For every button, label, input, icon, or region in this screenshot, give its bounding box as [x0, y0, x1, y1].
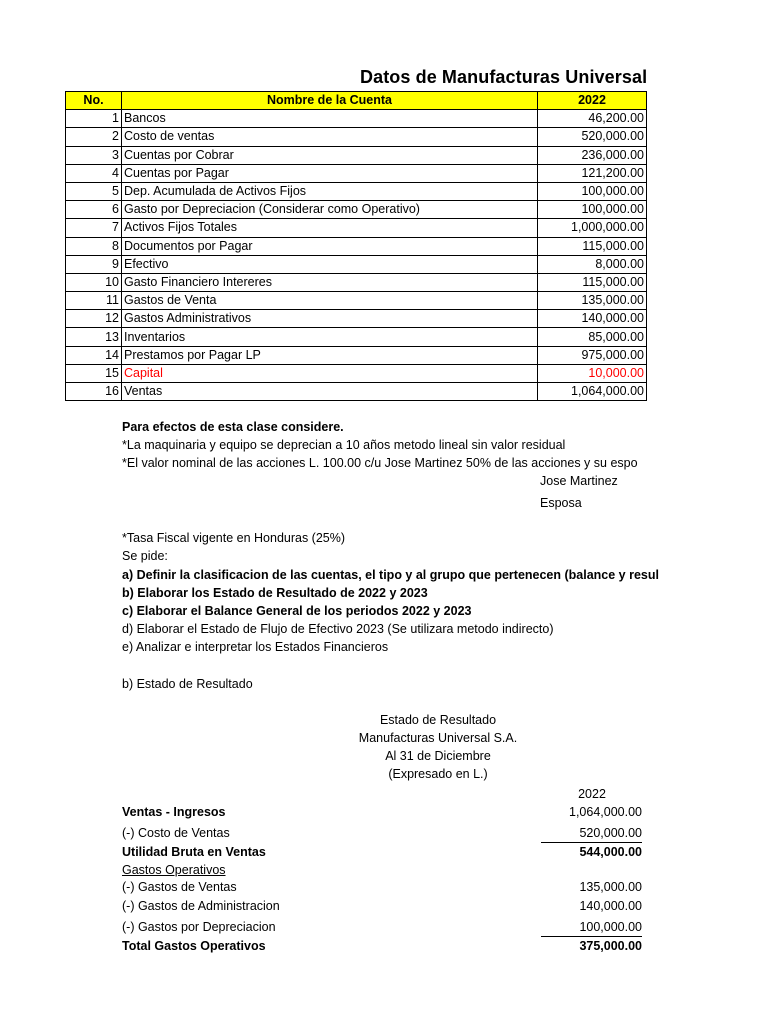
account-name: Gastos de Venta — [122, 292, 538, 310]
account-amount: 975,000.00 — [538, 346, 647, 364]
account-amount: 135,000.00 — [538, 292, 647, 310]
account-name: Gastos Administrativos — [122, 310, 538, 328]
account-amount: 10,000.00 — [538, 364, 647, 382]
is-costo-value: 520,000.00 — [579, 826, 642, 840]
task-d: d) Elaborar el Estado de Flujo de Efectivo 2023 (Se utilizara metodo indirecto) — [122, 622, 554, 636]
is-utilidad-label: Utilidad Bruta en Ventas — [122, 845, 266, 859]
underline-costo — [541, 842, 642, 843]
account-name: Capital — [122, 364, 538, 382]
table-row — [66, 146, 647, 164]
shareholder-1: Jose Martinez — [540, 474, 618, 488]
account-amount: 46,200.00 — [538, 110, 647, 128]
row-number: 4 — [66, 164, 122, 182]
is-gv-label: (-) Gastos de Ventas — [122, 880, 237, 894]
row-number: 12 — [66, 310, 122, 328]
is-title-2: Manufacturas Universal S.A. — [358, 731, 518, 745]
is-year: 2022 — [578, 787, 606, 801]
table-row — [66, 273, 647, 291]
row-number: 13 — [66, 328, 122, 346]
account-name: Inventarios — [122, 328, 538, 346]
note-shares: *El valor nominal de las acciones L. 100.00 c/u Jose Martinez 50% de las acciones y su espo — [122, 456, 638, 470]
is-gv-value: 135,000.00 — [579, 880, 642, 894]
shareholder-2: Esposa — [540, 496, 582, 510]
note-depreciation: *La maquinaria y equipo se deprecian a 10 años metodo lineal sin valor residual — [122, 438, 566, 452]
account-amount: 1,000,000.00 — [538, 219, 647, 237]
page-title: Datos de Manufacturas Universal — [360, 67, 648, 87]
header-no: No. — [66, 92, 122, 110]
account-amount: 115,000.00 — [538, 237, 647, 255]
is-gd-label: (-) Gastos por Depreciacion — [122, 920, 276, 934]
header-account-name: Nombre de la Cuenta — [122, 92, 538, 110]
is-gastos-op-label: Gastos Operativos — [122, 863, 226, 877]
account-name: Prestamos por Pagar LP — [122, 346, 538, 364]
notes-heading: Para efectos de esta clase considere. — [122, 420, 344, 434]
row-number: 14 — [66, 346, 122, 364]
account-amount: 121,200.00 — [538, 164, 647, 182]
is-title-1: Estado de Resultado — [379, 713, 497, 727]
underline-gd — [541, 936, 642, 937]
row-number: 6 — [66, 201, 122, 219]
account-name: Cuentas por Cobrar — [122, 146, 538, 164]
account-amount: 100,000.00 — [538, 182, 647, 200]
task-b: b) Elaborar los Estado de Resultado de 2022 y 2023 — [122, 586, 428, 600]
is-total-value: 375,000.00 — [579, 939, 642, 953]
account-amount: 8,000.00 — [538, 255, 647, 273]
account-name: Dep. Acumulada de Activos Fijos — [122, 182, 538, 200]
table-row — [66, 292, 647, 310]
account-amount: 520,000.00 — [538, 128, 647, 146]
account-amount: 1,064,000.00 — [538, 383, 647, 401]
account-name: Gasto por Depreciacion (Considerar como Operativo) — [122, 201, 538, 219]
is-utilidad-value: 544,000.00 — [579, 845, 642, 859]
table-row — [66, 219, 647, 237]
account-name: Efectivo — [122, 255, 538, 273]
task-a: a) Definir la clasificacion de las cuentas, el tipo y al grupo que pertenecen (balance y resul — [122, 568, 659, 582]
account-amount: 85,000.00 — [538, 328, 647, 346]
table-row — [66, 128, 647, 146]
task-c: c) Elaborar el Balance General de los periodos 2022 y 2023 — [122, 604, 472, 618]
row-number: 2 — [66, 128, 122, 146]
table-row — [66, 383, 647, 401]
account-amount: 100,000.00 — [538, 201, 647, 219]
is-ventas-label: Ventas - Ingresos — [122, 805, 226, 819]
section-b-heading: b) Estado de Resultado — [122, 677, 253, 691]
account-name: Costo de ventas — [122, 128, 538, 146]
accounts-table — [65, 91, 647, 401]
account-amount: 236,000.00 — [538, 146, 647, 164]
is-ga-label: (-) Gastos de Administracion — [122, 899, 280, 913]
row-number: 9 — [66, 255, 122, 273]
is-total-label: Total Gastos Operativos — [122, 939, 266, 953]
account-name: Gasto Financiero Intereres — [122, 273, 538, 291]
row-number: 1 — [66, 110, 122, 128]
table-row — [66, 310, 647, 328]
is-title-4: (Expresado en L.) — [388, 767, 488, 781]
row-number: 11 — [66, 292, 122, 310]
table-row — [66, 237, 647, 255]
table-row — [66, 328, 647, 346]
row-number: 16 — [66, 383, 122, 401]
account-amount: 115,000.00 — [538, 273, 647, 291]
account-name: Ventas — [122, 383, 538, 401]
account-name: Bancos — [122, 110, 538, 128]
is-ga-value: 140,000.00 — [579, 899, 642, 913]
is-ventas-value: 1,064,000.00 — [569, 805, 642, 819]
table-row — [66, 255, 647, 273]
is-title-3: Al 31 de Diciembre — [385, 749, 491, 763]
note-tax: *Tasa Fiscal vigente en Honduras (25%) — [122, 531, 346, 545]
row-number: 8 — [66, 237, 122, 255]
row-number: 5 — [66, 182, 122, 200]
row-number: 3 — [66, 146, 122, 164]
table-row — [66, 201, 647, 219]
is-gd-value: 100,000.00 — [579, 920, 642, 934]
table-row — [66, 164, 647, 182]
table-row — [66, 182, 647, 200]
row-number: 15 — [66, 364, 122, 382]
se-pide-label: Se pide: — [122, 549, 168, 563]
table-row — [66, 110, 647, 128]
task-e: e) Analizar e interpretar los Estados Financieros — [122, 640, 389, 654]
header-year: 2022 — [538, 92, 647, 110]
account-name: Activos Fijos Totales — [122, 219, 538, 237]
row-number: 10 — [66, 273, 122, 291]
table-row — [66, 346, 647, 364]
account-name: Cuentas por Pagar — [122, 164, 538, 182]
table-row — [66, 364, 647, 382]
is-costo-label: (-) Costo de Ventas — [122, 826, 230, 840]
table-header-row — [66, 92, 647, 110]
row-number: 7 — [66, 219, 122, 237]
account-name: Documentos por Pagar — [122, 237, 538, 255]
account-amount: 140,000.00 — [538, 310, 647, 328]
